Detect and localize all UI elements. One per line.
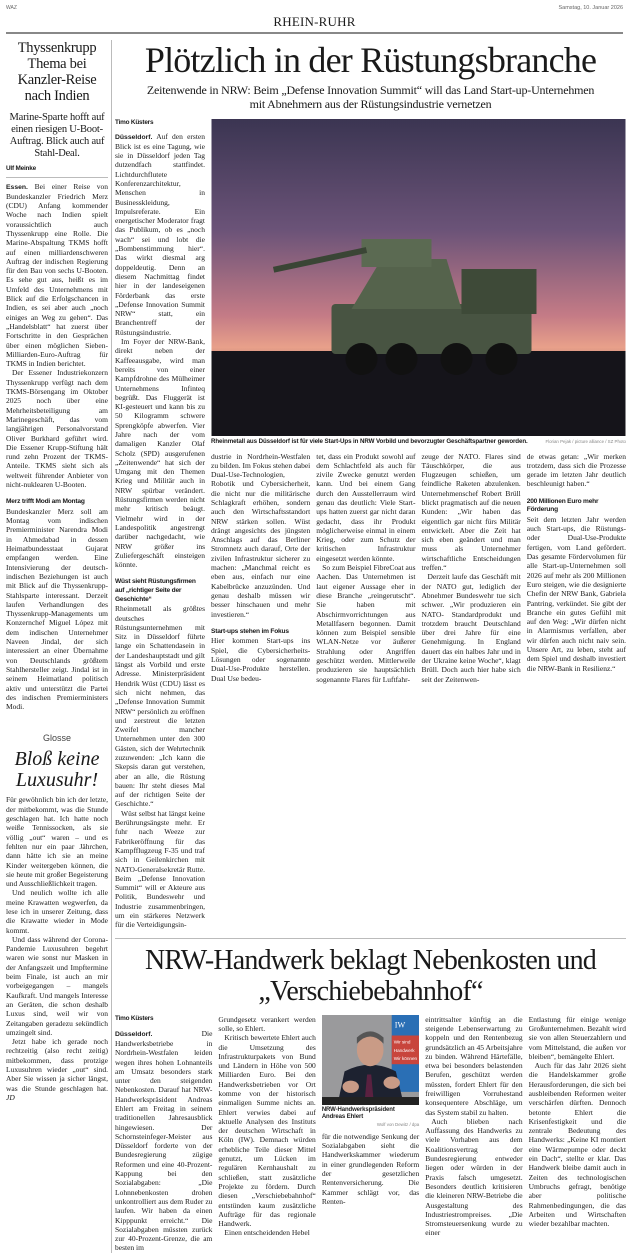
subheading: Start-ups stehen im Fokus	[211, 627, 289, 635]
paragraph: eintrittsalter künftig an die steigende Lebenserwartung zu koppeln und den Rentenbezug grundsätzlich an 45 Arbeitsjahre zu binden. Während Härtefälle, etwa bei besonders belastenden Berufen, geschützt werden müssten, fordert Ehlert für den freiwilligen Vorruhestand konsequentere Abschläge, um das System stabil zu halten.	[425, 1014, 523, 1117]
paragraph: Wüst selbst hat längst keine Berührungsängste mehr. Er fuhr nach Weeze zur Fabrikeröffnung für das Kampfflugzeug F-35 und traf sich in Geilenkirchen mit NATO-Generalsekretär Rutte. Beim „Defense Innovation Summit“ will er Akteure aus Politik, Bundeswehr und Industrie zusammenbringen, um ein stärkeres Netzwerk für die Verteidigungsin-	[115, 808, 205, 930]
glosse	[6, 733, 108, 1102]
main-author: Timo Küsters	[115, 118, 154, 126]
side-story-author: Ulf Meinke	[6, 164, 36, 172]
paragraph: Auch für das Jahr 2026 sieht die Handelskammer große Herausforderungen, die sich bei ausbleibenden Reformen weiter verschärfen dürften. Dennoch betonte Ehlert die Krisenfestigkeit und die zentrale Bedeutung des Handwerks: „Keine KI montiert eine Wärmepumpe oder deckt ein Dach“, stellte er klar. Das Handwerk bleibe damit auch in Zeiten des technologischen Umbruchs gefragt, benötige aber politische Rahmenbedingungen, die das Arbeiten und Wirtschaften wieder bezahlbar machten.	[528, 1061, 627, 1229]
main-column-2	[211, 452, 310, 684]
ehlert-portrait-image	[322, 1015, 419, 1105]
paragraph	[115, 132, 205, 338]
section-title: RHEIN-RUHR	[273, 14, 356, 29]
paragraph: Auch blieben nach Auffassung des Handwerks zu viele Vorhaben aus dem Koalitionsvertrag der Bundesregierung entweder liegen oder würden in der Praxis falsch umgesetzt. Besonders deutlich kritisieren die kleineren NRW-Betriebe die Ausgestaltung des Industriestrompreises. „Die Stromsteuersenkung wurde zu einer	[425, 1116, 523, 1238]
main-headline: Plötzlich in der Rüstungsbranche	[144, 39, 597, 80]
rheinmetall-vehicle-image	[211, 119, 626, 436]
side-story	[6, 40, 108, 712]
main-story-body	[115, 119, 626, 930]
main-photo-credit: Florian Pejak / picture alliance / SZ Photo	[545, 438, 626, 444]
main-photo-caption-row	[211, 438, 626, 446]
second-headline: NRW-Handwerk beklagt Nebenkosten und „Verschiebebahnhof“	[145, 944, 596, 1007]
main-subline-2: mit Abnehmern aus der Rüstungsindustrie vernetzen	[249, 96, 492, 111]
paragraph: Kritisch bewertete Ehlert auch die Umsetzung des Infrastrukturpakets von Bund und Ländern in Höhe von 500 Milliarden Euro. Bei den Handwerksbetrieben vor Ort komme von der historisch einmaligen Summe nichts an. Ehlert verwies dabei auf aktuelle Analysen des Instituts der deutschen Wirtschaft in Köln (IW). Demnach würden erhebliche Teile dieser Mittel genutzt, um Lücken im regulären Kernhaushalt zu schließen, statt zusätzliche Projekte zu fördern. Durch diesen „Verschiebebahnhof“ entstünden kaum zusätzliche Aufträge für das regionale Handwerk.	[218, 1033, 316, 1229]
paragraph: Grundgesetz verankert werden solle, so Ehlert.	[218, 1014, 316, 1033]
story-divider	[115, 938, 626, 939]
paragraph-text: Jetzt habe ich gerade noch rechtzeitig (also recht zeitig) mitbekommen, dass protzige Luxusuhren wieder „out“ sind. Aber Sie wissen ja sicher längst, was die Stunde geschlagen hat.	[6, 1037, 108, 1093]
header-rule	[6, 32, 623, 34]
author-rule	[6, 177, 108, 178]
paragraph: Derzeit laufe das Geschäft mit der NATO gut, lediglich der Abnehmer Bundeswehr tue sich schwer. „Wir produzieren ein NATO- Standardprodukt und trotzdem braucht Deutschland über drei Jahre für eine Genehmigung. In England dauert das ein halbes Jahr und in der Ukraine keine Woche“, klagt Brüll. Doch auch hier habe sich seit der Zeitenwen-	[421, 572, 521, 684]
paragraph: für die notwendige Senkung der Sozialabgaben sieht die Handwerkskammer wiederum in einer grundlegenden Reform der gesetzlichen Rentenversicherung. Die Kammer schlägt vor, das Renten-	[321, 1131, 420, 1206]
banner-text: Wir sind	[393, 1039, 411, 1045]
subheading: Wüst sieht Rüstungsfirmen auf „richtiger Seite der Geschichte“	[115, 578, 196, 603]
banner-logo: IW	[394, 1019, 406, 1029]
side-story-body	[6, 182, 108, 712]
subheading: Merz trifft Modi am Montag	[6, 498, 85, 506]
publication-label: WAZ	[6, 5, 17, 11]
paragraph: Und neulich wollte ich alle meine Krawatten wegwerfen, da lese ich in unserer Zeitung, dass die Krawatte wieder in Mode kommt.	[6, 888, 108, 935]
second-author: Timo Küsters	[115, 1014, 154, 1022]
dateline: Essen.	[6, 183, 28, 191]
paragraph: Rheinmetall als größtes deutsches Rüstungsunternehmen mit Sitz in Düsseldorf führte lange ein Schattendasein in der Landeshauptstadt und gilt längst als Vorbild und erste Adresse. Ministerpräsident Hendrik Wüst (CDU) lässt es sich nicht nehmen, das „Defense Innovation Summit NRW“ persönlich zu eröffnen und zerstreut die letzten Zweifel mancher Unternehmen unter den 300 Gästen, sich der Wehrtechnik zuzuwenden: „Ich kann die Skepsis daran gut verstehen, aber an alle, die Rüstung bauen: Ihr steht dieses Mal auf der richtigen Seite der Geschichte.“	[115, 604, 205, 809]
main-subline-1: Zeitenwende in NRW: Beim „Defense Innovation Summit“ will das Land Start-up-Unternehmen	[146, 82, 595, 97]
paragraph: Hier kommen Start-ups ins Spiel, die Cybersicherheits-Lösungen oder sogenannte Dual-Use-Produkte herstellen. Dual Use bedeu-	[211, 636, 311, 683]
main-column-5	[527, 452, 626, 684]
paragraph: Seit dem letzten Jahr werden auch Start-ups, die Rüstungs- oder Dual-Use-Produkte fertigen, vom Land gefördert. Das gesamte Fördervolumen für alle Start-up-Unternehmen soll 2026 auf mehr als 200 Millionen Euro steigen, wie die designierte Chefin der NRW Bank, Gabriela Pantring, verkündet. Sie gibt der Branche ein gutes Gefühl mit auf den Weg: „Wir dürfen nicht in Alarmismus verfallen, aber wir dürfen auch nicht naiv sein. Unsere Art, zu leben, steht auf dem Spiel und deshalb investiert die NRW-Bank in Resilienz.“	[526, 514, 626, 673]
second-column-4	[425, 1015, 522, 1253]
paragraph: dustrie in Nordrhein-Westfalen zu bilden. Im Fokus stehen dabei Dual-Use-Technologien, Robotik und Cybersicherheit, die nicht nur die militärische Schlagkraft erhöhen, sondern auch den Wirtschaftsstandort NRW stärken sollen. Wüst drängt angesichts des jüngsten Anschlags auf das Berliner Stromnetz auch darauf, Orte der zivilen Infrastruktur sicherer zu machen: „Manchmal reicht es eben aus, einfach nur eine Kabelbrücke anzuzünden. Und genau deshalb müssen wir besser hinschauen und mehr investieren.“	[211, 451, 311, 619]
paragraph-text: Bei einer Reise von Bundeskanzler Friedrich Merz (CDU) Anfang kommender Woche nach Indien spielt voraussichtlich auch Thyssenkrupp eine Rolle. Die Marine-Abspaltung TKMS hofft auf einen milliardenschweren Auftrag der indischen Regierung für den Bau von sechs U-Booten. Es sehe gut aus, heißt es im Umfeld des Unternehmens mit Blick auf die Erfolgschancen in Indien, es sei aber auch „noch einiges an Weg zu gehen“. Das „Handelsblatt“ hat zuerst über Fortschritte in den Gesprächen über einen möglichen Sieben-Milliarden-Euro-Auftrag für TKMS in Indien berichtet.	[6, 181, 108, 369]
second-column-2	[218, 1015, 315, 1253]
column-divider	[111, 40, 112, 1253]
paragraph: Und dass während der Corona-Pandemie Luxusuhren begehrt waren wie sonst nur Masken in der Anfangszeit und Impftermine beim Finale, ist auch an mir vorbeigegangen – mangels Kaufkraft. Und mangels Interesse an Geräten, die schon deshalb Luxus sind, weil wir von Zeitangaben geradezu sekündlich umzingelt sind.	[6, 934, 108, 1037]
paragraph: Für gewöhnlich bin ich der letzte, der mitbekommt, was die Stunde geschlagen hat. Ich hatte noch weiße Tennissocken, als sie völlig „out“ waren – und es fehlten nur ein paar Jährchen, dann hätte ich sie an meine Kinder weitergeben können, die sie heute mit großer Begeisterung und Ausschließlichkeit tragen.	[6, 795, 108, 889]
issue-date: Samstag, 10. Januar 2026	[558, 5, 623, 11]
main-photo-caption: Rheinmetall aus Düsseldorf ist für viele Start-Ups in NRW Vorbild und bevorzugter Geschäftspartner geworden.	[211, 437, 528, 445]
paragraph	[6, 182, 108, 369]
paragraph-text: Die Handwerksbetriebe in Nordrhein-Westfalen leiden wegen ihres hohen Lohnanteils am Umsatz besonders stark unter den steigenden Nebenkosten. Darauf hat NRW-Handwerkspräsident Andreas Ehlert am Freitag in seinem traditionellen Jahresausblick hingewiesen. Der Schornsteinfeger-Meister aus Düsseldorf forderte von der Bundesregierung zügige Reformen und eine 40-Prozent-Kappung bei den Sozialabgaben: „Die Lohnnebenkosten drohen unkontrolliert aus dem Ruder zu laufen. Wir haben da einen Kipppunkt erreicht.“ Die Sozialabgaben müssten zurück zur 40-Prozent-Grenze, die am besten im	[115, 1028, 213, 1253]
paragraph: zeuge der NATO. Flares sind Täuschkörper, die aus Flugzeugen schießen, um feindliche Raketen abzulenken. Unternehmenschef Robert Brüll blickt pragmatisch auf die neuen Kunden: „Wir haben das eigentlich gar nicht fürs Militär entwickelt. Aber die Zeit hat sich eben geändert und man muss als Unternehmer wirtschaftliche Entscheidungen treffen.“	[421, 451, 521, 573]
paragraph-text: Auf den ersten Blick ist es eine Tagung, wie sie in Düsseldorf jeden Tag dutzendfach stattfindet. Lichtdurchflutete Konferenzarchitektur, Menschen in Businesskleidung, Impulsreferate. Ein energetischer Moderator fragt das Publikum, ob es „noch wach“ sei und lobt die „Bombenstimmung hier“. Das wirkt diesmal arg doppeldeutig. Denn an diesem Nachmittag findet hier in der landeseigenen Förderbank das erste „Defense Innovation Summit NRW“ statt, ein Branchentreff der Rüstungsindustrie.	[115, 131, 205, 337]
paragraph: Einen entscheidenden Hebel	[224, 1228, 310, 1238]
paragraph: So zum Beispiel FibreCoat aus Aachen. Das Unternehmen ist laut eigener Aussage eher in diese Branche „reingerutscht“. Sie haben mit Abschirmvorrichtungen aus Metallfasern begonnen. Damit können zum Beispiel sensible WLAN-Netze vor äußerer Strahlung oder Angriffen geschützt werden. Mittlerweile produzieren sie hauptsächlich sogenannte Flares für Luftfahr-	[316, 563, 416, 684]
dateline: Düsseldorf.	[115, 133, 153, 141]
paragraph	[115, 1029, 212, 1253]
second-column-5	[529, 1015, 626, 1253]
banner-text: Wir können	[393, 1055, 417, 1061]
subheading: 200 Millionen Euro mehr Förderung	[526, 497, 599, 514]
glosse-headline: Bloß keine Luxusuhr!	[14, 748, 100, 792]
main-photo	[211, 119, 626, 436]
main-right-block	[211, 119, 626, 930]
dateline: Düsseldorf.	[115, 1030, 153, 1038]
second-story-columns	[115, 1015, 626, 1253]
second-column-3	[322, 1015, 419, 1253]
main-column-4	[422, 452, 521, 684]
main-lower-columns	[211, 452, 626, 684]
page-layout	[6, 39, 627, 1253]
main-column-3	[316, 452, 415, 684]
paragraph: Der Essener Industriekonzern Thyssenkrupp verfügt nach dem TKMS-Börsengang im Oktober 2025 noch über eine Mehrheitsbeteiligung am Marinegeschäft, das vom langjährigen Personalvorstand Oliver Burkhard geführt wird. Die Essener Krupp-Stiftung hält rund zehn Prozent der TKMS-Anteile. TKMS sieht sich als weltweit führender Anbieter von nicht-nuklearen U-Booten.	[6, 368, 108, 489]
paragraph: Entlastung für einige wenige Großunternehmen. Bezahlt wird sie von allen Steuerzahlern und vom Mittelstand, die außen vor bleiben“, bemängelte Ehlert.	[528, 1014, 627, 1061]
paragraph	[6, 1037, 108, 1102]
paragraph: de etwas getan: „Wir merken trotzdem, dass sich die Prozesse gerade im letzten Jahr deutlich beschleunigt haben.“	[526, 451, 626, 489]
paragraph: Im Foyer der NRW-Bank, direkt neben der Kaffeeausgabe, wird man bereits von einer Kampfdrohne des Mülheimer Unternehmens Infinteq begrüßt. Das Fluggerät ist KI-gesteuert und kann bis zu 50 Kilogramm schwere Sprengköpfe abwerfen. Vier Jahre nach der vom damaligen Kanzler Olaf Scholz (SPD) ausgerufenen „Zeitenwende“ hat sich der Umgang mit den Themen Krieg und Militär auch in NRW spürbar verändert. Rüstungsfirmen werden nicht mehr kritisch beäugt. Vielmehr wird in der Landespolitik angestrengt darüber nachgedacht, wie NRW größer ins Zuliefergeschäft einsteigen könnte.	[115, 337, 205, 570]
second-photo-credit: Wolf von Dewitz / dpa	[376, 1121, 420, 1127]
right-area	[115, 40, 626, 1253]
main-column-1	[115, 119, 205, 930]
banner-text: Handwerk	[393, 1047, 415, 1053]
left-column	[6, 40, 108, 1253]
top-bar	[6, 5, 623, 14]
paragraph: tet, dass ein Produkt sowohl auf dem Schlachtfeld als auch für zivile Zwecke genutzt werden kann. Und bei einem Gang durch den Ausstellerraum wird genau das deutlich: Viele Start-ups hatten zuerst gar nicht daran gedacht, dass ihr Produkt möglicherweise einmal in einem Krieg, oder zum Schutz der kritischen Infrastruktur eingesetzt werden könnte.	[316, 451, 416, 563]
glosse-kicker: Glosse	[42, 733, 71, 744]
second-photo-caption: NRW-Handwerkspräsident Andreas Ehlert	[321, 1106, 395, 1121]
signature: JD	[6, 1092, 15, 1102]
glosse-body	[6, 795, 108, 1102]
paragraph: Bundeskanzler Merz soll am Montag vom indischen Premierminister Narendra Modi in Ahmedabad in dessen Heimatbundesstaat Gujarat empfangen werden. Eine Intensivierung der deutsch-indischen Beziehungen ist auch mit Blick auf die Thyssenkrupp-Stahlsparte interessant. Derzeit laufen Verhandlungen des Thyssenkrupp-Managements um Konzernchef Miguel López mit dem indischen Unternehmer Naveen Jindal, der sich interessiert an einer Übernahme von Deutschlands größtem Stahlhersteller zeigt. Jindal ist in seinem Heimatland politisch aktiv und unterstützt die Partei des indischen Premierministers Modi.	[6, 506, 108, 712]
side-story-subline: Marine-Sparte hofft auf einen riesigen U-Boot-Auftrag. Blick auch auf Stahl-Deal.	[9, 111, 105, 159]
side-story-headline: Thyssenkrupp Thema bei Kanzler-Reise nach Indien	[17, 39, 97, 104]
second-column-1	[115, 1015, 212, 1253]
